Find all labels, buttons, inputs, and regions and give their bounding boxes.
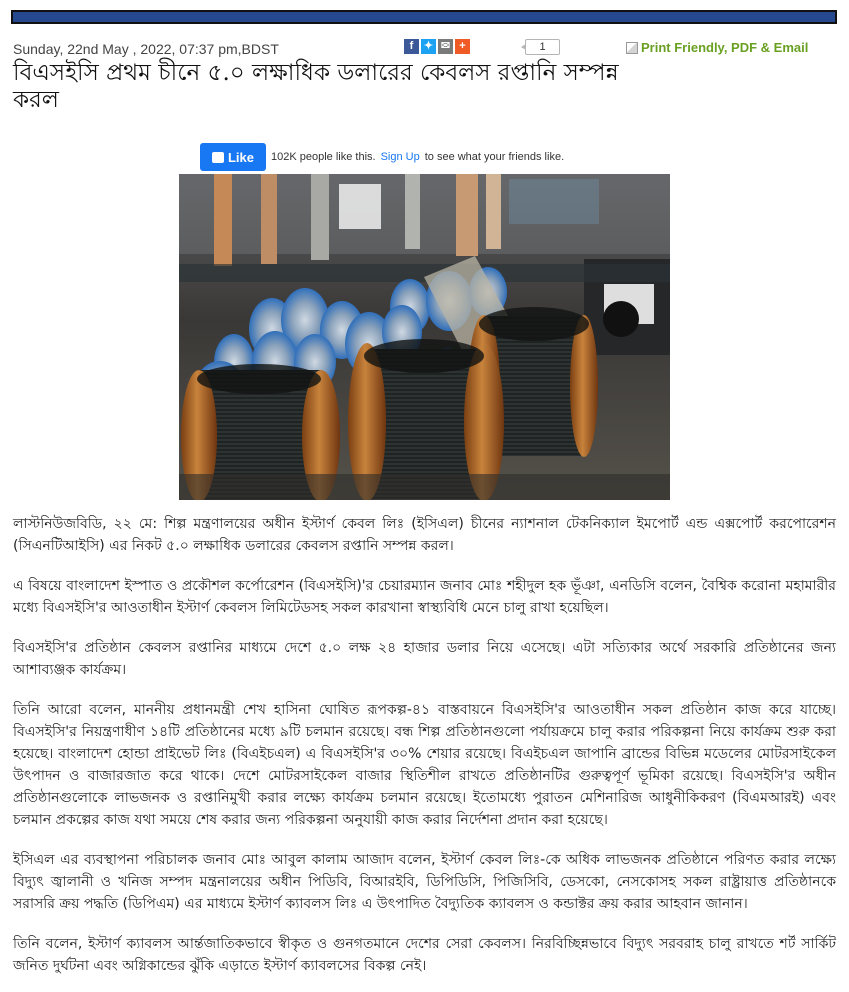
article-body	[13, 513, 836, 992]
article-headline: বিএসইসি প্রথম চীনে ৫.০ লক্ষাধিক ডলারের কেবলস রপ্তানি সম্পন্ন করল	[13, 60, 619, 113]
article-dateline: Sunday, 22nd May , 2022, 07:37 pm,BDST	[13, 41, 279, 57]
facebook-icon[interactable]: f	[404, 39, 419, 54]
article-paragraph: তিনি বলেন, ইস্টার্ণ ক্যাবলস আর্ন্তজাতিকভাবে স্বীকৃত ও গুনগতমানে দেশের সেরা কেবলস। নিরবিচ্ছিন্নভাবে বিদ্যুৎ সরবরাহ চালু রাখতে শর্ট সার্কিট জনিত দুর্ঘটনা এবং অগ্নিকান্ডের ঝুঁকি এড়াতে ইস্টার্ণ ক্যাবলসের বিকল্প নেই।	[13, 936, 836, 974]
article-paragraph: তিনি আরো বলেন, মাননীয় প্রধানমন্ত্রী শেখ হাসিনা ঘোষিত রূপকল্প-৪১ বাস্তবায়নে বিএসইসি'র আওতাধীন সকল প্রতিষ্ঠান কাজ করে যাচ্ছে। বিএসইসি'র নিয়ন্ত্রণাধীণ ১৪টি প্রতিষ্ঠানের মধ্যে ৯টি চলমান রয়েছে। বন্ধ শিল্প প্রতিষ্ঠানগুলো পর্যায়ক্রমে চালু করার পরিকল্পনা নিয়ে কার্যক্রম শুরু করা হয়েছে। বাংলাদেশ হোন্ডা প্রাইভেট লিঃ (বিএইচএল) এ বিএসইসি'র ৩০% শেয়ার রয়েছে। বিএইচএল জাপানি ব্রান্ডের বিভিন্ন মডেলের মোটরসাইকেল উৎপাদন ও বাজারজাত করে থাকে। দেশে মোটরসাইকেল বাজার স্থিতিশীল রাখতে প্রতিষ্ঠানটির গুরুত্বপূর্ণ ভূমিকা রয়েছে। বিএসইসি'র অধীন প্রতিষ্ঠানগুলোকে লাভজনক ও রপ্তানিমুখী করার লক্ষ্যে কার্যক্রম চলমান রয়েছে। ইতোমধ্যে পুরাতন মেশিনারিজ আধুনীকিকরণ (বিএমআরই) এবং চলমান প্রকল্পের কাজ যথা সময়ে শেষ করার জন্য পরিকল্পনা অনুযায়ী কাজ করার নির্দেশনা প্রদান করা হয়েছে।	[13, 702, 836, 828]
like-suffix-text: to see what your friends like.	[424, 151, 565, 163]
share-toolbar	[404, 39, 470, 54]
article-paragraph: বিএসইসি'র প্রতিষ্ঠান কেবলস রপ্তানির মাধ্যমে দেশে ৫.০ লক্ষ ২৪ হাজার ডলার নিয়ে এসেছে। এটা সত্যিকার অর্থে সরকারি প্রতিষ্ঠানের জন্য আশাব্যঞ্জক কার্যক্রম।	[13, 640, 836, 678]
plus-icon[interactable]: +	[455, 39, 470, 54]
facebook-like-button[interactable]	[200, 143, 266, 171]
print-icon	[626, 42, 638, 54]
email-icon[interactable]: ✉	[438, 39, 453, 54]
thumbs-up-icon	[212, 152, 224, 163]
like-label: Like	[227, 149, 254, 165]
twitter-icon[interactable]: ✦	[421, 39, 436, 54]
share-counter: 1	[525, 39, 560, 55]
top-banner-bar	[11, 10, 837, 24]
factory-cable-drums-image	[179, 174, 670, 500]
facebook-like-widget	[200, 143, 564, 171]
facebook-signup-link[interactable]: Sign Up	[380, 151, 420, 163]
article-paragraph: ইসিএল এর ব্যবস্থাপনা পরিচালক জনাব মোঃ আবুল কালাম আজাদ বলেন, ইস্টার্ণ কেবল লিঃ-কে অধিক লাভজনক প্রতিষ্ঠানে পরিণত করার লক্ষ্যে বিদ্যুৎ জ্বালানী ও খনিজ সম্পদ মন্ত্রনালয়ের অধীন পিডিবি, বিআরইবি, ডিপিডিসি, পিজিসিবি, ডেসকো, নেসকোসহ সকল রাষ্ট্রায়াত্ত প্রতিষ্ঠানকে সরাসরি ক্রয় পদ্ধতি (ডিপিএম) এর মাধ্যমে ইস্টার্ণ ক্যাবলস লিঃ এ উৎপাদিত বৈদ্যুতিক ক্যাবলস ও কন্ডাক্টর ক্রয় করার আহবান জানান।	[13, 852, 836, 912]
article-paragraph: লাস্টনিউজবিডি, ২২ মে: শিল্প মন্ত্রণালয়ের অধীন ইস্টার্ণ কেবল লিঃ (ইসিএল) চীনের ন্যাশনাল টেকনিক্যাল ইমপোর্ট এন্ড এক্সপোর্ট করপোরেশন (সিএনটিআইসি) এর নিকট ৫.০ লক্ষাধিক ডলারের কেবলস রপ্তানি সম্পন্ন করল।	[13, 516, 836, 554]
like-count-text: 102K people like this.	[271, 151, 376, 163]
print-friendly-label: Print Friendly, PDF & Email	[641, 40, 809, 55]
print-friendly-link[interactable]	[626, 40, 808, 55]
article-paragraph: এ বিষয়ে বাংলাদেশ ইস্পাত ও প্রকৌশল কর্পোরেশন (বিএসইসি)'র চেয়ারম্যান জনাব মোঃ শহীদুল হক ভূঁঞা, এনডিসি বলেন, বৈশ্বিক করোনা মহামারীর মধ্যে বিএসইসি'র আওতাধীন ইস্টার্ণ কেবলস লিমিটেডসহ সকল কারখানা স্বাস্থ্যবিধি মেনে চালু রাখা হয়েছিল।	[13, 578, 836, 616]
article-photo	[179, 174, 670, 500]
